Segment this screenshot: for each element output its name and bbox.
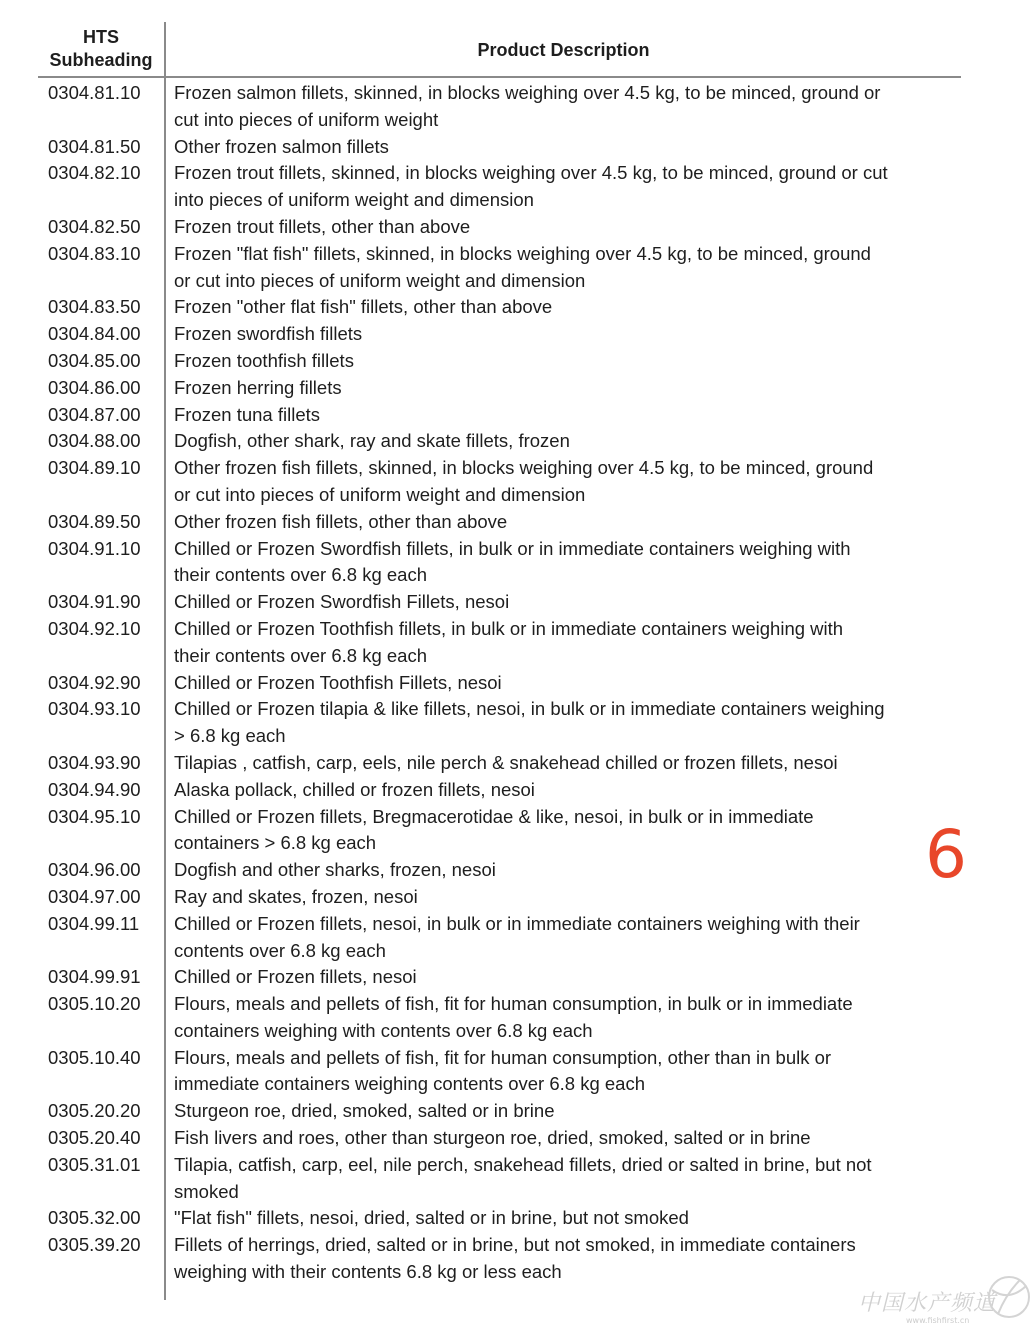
description-line: containers > 6.8 kg each (174, 832, 377, 854)
table-row (38, 991, 961, 1045)
table-row (38, 428, 961, 455)
description-line: their contents over 6.8 kg each (174, 644, 427, 666)
table-row (38, 670, 961, 697)
description-line: Ray and skates, frozen, nesoi (174, 885, 418, 907)
description-line: cut into pieces of uniform weight (174, 108, 439, 130)
description-line: Other frozen fish fillets, skinned, in blocks weighing over 4.5 kg, to be minced, ground (174, 457, 874, 479)
table-row (38, 1045, 961, 1099)
table-row (38, 214, 961, 241)
description-line: Frozen trout fillets, other than above (174, 215, 471, 237)
table-row (38, 1205, 961, 1232)
hts-code: 0304.85.00 (48, 349, 141, 371)
watermark-text: 中国水产频道 (858, 1291, 997, 1316)
product-description (164, 428, 954, 455)
table-row (38, 241, 961, 295)
description-line: contents over 6.8 kg each (174, 939, 386, 961)
description-line: Frozen herring fillets (174, 376, 342, 398)
hts-code: 0304.93.90 (48, 751, 141, 773)
product-description (164, 1152, 954, 1206)
product-description (164, 589, 954, 616)
hts-code: 0304.99.91 (48, 966, 141, 988)
product-description (164, 777, 954, 804)
product-description (164, 1125, 954, 1152)
hts-code: 0304.91.90 (48, 591, 141, 613)
description-line: immediate containers weighing contents over 6.8 kg each (174, 1073, 645, 1095)
table-row (38, 750, 961, 777)
table-header (38, 22, 961, 78)
table-row (38, 160, 961, 214)
description-line: Frozen swordfish fillets (174, 323, 363, 345)
column-divider (164, 22, 166, 1300)
description-line: Frozen "flat fish" fillets, skinned, in blocks weighing over 4.5 kg, to be minced, ground (174, 242, 871, 264)
table-row (38, 536, 961, 590)
description-line: Chilled or Frozen tilapia & like fillets, nesoi, in bulk or in immediate containers weighing (174, 698, 885, 720)
product-description (164, 964, 954, 991)
table-row (38, 375, 961, 402)
hts-code: 0305.20.20 (48, 1100, 141, 1122)
description-line: Chilled or Frozen fillets, nesoi (174, 966, 417, 988)
product-description (164, 991, 954, 1045)
description-line: Chilled or Frozen Swordfish fillets, in bulk or in immediate containers weighing with (174, 537, 851, 559)
description-line: or cut into pieces of uniform weight and dimension (174, 269, 586, 291)
hts-code: 0305.31.01 (48, 1153, 141, 1175)
table-row (38, 884, 961, 911)
product-description (164, 857, 954, 884)
page-number: 6 (925, 816, 967, 893)
product-description (164, 884, 954, 911)
watermark-logo (858, 1284, 1034, 1332)
table-row (38, 1232, 961, 1286)
description-line: containers weighing with contents over 6.8 kg each (174, 1019, 593, 1041)
table-row (38, 321, 961, 348)
hts-code: 0305.39.20 (48, 1234, 141, 1256)
description-line: Frozen tuna fillets (174, 403, 321, 425)
table-row (38, 804, 961, 858)
hts-code: 0304.99.11 (48, 912, 140, 934)
description-line: Chilled or Frozen fillets, Bregmacerotidae & like, nesoi, in bulk or in immediate (174, 805, 814, 827)
globe-icon (984, 1272, 1034, 1322)
hts-code: 0304.89.50 (48, 510, 141, 532)
description-line: Fish livers and roes, other than sturgeon roe, dried, smoked, salted or in brine (174, 1127, 811, 1149)
hts-code: 0305.10.20 (48, 993, 141, 1015)
product-description (164, 455, 954, 509)
description-line: or cut into pieces of uniform weight and dimension (174, 483, 586, 505)
product-description (164, 321, 954, 348)
hts-code: 0304.82.10 (48, 162, 141, 184)
description-line: Chilled or Frozen fillets, nesoi, in bulk or in immediate containers weighing with their (174, 912, 860, 934)
description-line: "Flat fish" fillets, nesoi, dried, salted or in brine, but not smoked (174, 1207, 689, 1229)
product-description (164, 160, 954, 214)
table-row (38, 80, 961, 134)
description-line: Other frozen fish fillets, other than above (174, 510, 508, 532)
hts-code: 0305.32.00 (48, 1207, 141, 1229)
description-line: Flours, meals and pellets of fish, fit for human consumption, in bulk or in immediate (174, 993, 853, 1015)
hts-code: 0304.81.10 (48, 82, 141, 103)
hts-code: 0304.92.10 (48, 617, 141, 639)
product-description (164, 1098, 954, 1125)
table-row (38, 857, 961, 884)
product-description (164, 1045, 954, 1099)
watermark-url: www.fishfirst.cn (906, 1316, 970, 1325)
table-row (38, 1125, 961, 1152)
hts-code: 0304.92.90 (48, 671, 141, 693)
description-line: Chilled or Frozen Toothfish Fillets, nesoi (174, 671, 502, 693)
hts-code: 0304.84.00 (48, 323, 141, 345)
description-line: their contents over 6.8 kg each (174, 564, 427, 586)
product-description (164, 696, 954, 750)
product-description (164, 402, 954, 429)
description-line: smoked (174, 1180, 239, 1202)
product-description (164, 750, 954, 777)
table-row (38, 777, 961, 804)
description-line: Fillets of herrings, dried, salted or in brine, but not smoked, in immediate containers (174, 1234, 856, 1256)
hts-code: 0304.91.10 (48, 537, 141, 559)
hts-code: 0304.83.50 (48, 296, 141, 318)
product-description (164, 134, 954, 161)
description-line: Frozen trout fillets, skinned, in blocks weighing over 4.5 kg, to be minced, ground or cut (174, 162, 888, 184)
hts-code: 0305.10.40 (48, 1046, 141, 1068)
table-row (38, 402, 961, 429)
hts-code: 0304.97.00 (48, 885, 141, 907)
product-description (164, 241, 954, 295)
table-row (38, 134, 961, 161)
hts-code: 0304.96.00 (48, 859, 141, 881)
description-line: Sturgeon roe, dried, smoked, salted or in brine (174, 1100, 555, 1122)
description-line: Dogfish, other shark, ray and skate fillets, frozen (174, 430, 570, 452)
table-row (38, 509, 961, 536)
description-line: Frozen toothfish fillets (174, 349, 354, 371)
table-row (38, 911, 961, 965)
table-row (38, 696, 961, 750)
description-line: Frozen salmon fillets, skinned, in blocks weighing over 4.5 kg, to be minced, ground or (174, 82, 881, 103)
table-row (38, 616, 961, 670)
product-description (164, 911, 954, 965)
description-line: Frozen "other flat fish" fillets, other than above (174, 296, 553, 318)
description-line: Tilapias , catfish, carp, eels, nile perch & snakehead chilled or frozen fillets, nesoi (174, 751, 838, 773)
table-row (38, 455, 961, 509)
hts-code: 0305.20.40 (48, 1127, 141, 1149)
description-line: weighing with their contents 6.8 kg or less each (174, 1261, 562, 1283)
header-hts-subheading (38, 26, 164, 72)
product-description (164, 804, 954, 858)
description-line: Chilled or Frozen Toothfish fillets, in bulk or in immediate containers weighing with (174, 617, 844, 639)
hts-code: 0304.94.90 (48, 778, 141, 800)
hts-code: 0304.87.00 (48, 403, 141, 425)
product-description (164, 375, 954, 402)
description-line: > 6.8 kg each (174, 725, 286, 747)
description-line: Alaska pollack, chilled or frozen fillets, nesoi (174, 778, 535, 800)
product-description (164, 294, 954, 321)
table-row (38, 348, 961, 375)
header-product-description: Product Description (477, 40, 650, 60)
product-description (164, 509, 954, 536)
hts-code: 0304.95.10 (48, 805, 141, 827)
product-description (164, 348, 954, 375)
description-line: Tilapia, catfish, carp, eel, nile perch, snakehead fillets, dried or salted in brine, but not (174, 1153, 872, 1175)
hts-code: 0304.82.50 (48, 215, 141, 237)
header-code-line1: HTS (83, 27, 119, 47)
product-description (164, 1232, 954, 1286)
header-code-line2: Subheading (49, 50, 153, 70)
description-line: Chilled or Frozen Swordfish Fillets, nesoi (174, 591, 510, 613)
product-description (164, 670, 954, 697)
product-description (164, 536, 954, 590)
table-row (38, 294, 961, 321)
hts-code: 0304.86.00 (48, 376, 141, 398)
hts-table (38, 22, 961, 1286)
product-description (164, 80, 954, 134)
hts-code: 0304.88.00 (48, 430, 141, 452)
table-row (38, 589, 961, 616)
product-description (164, 214, 954, 241)
hts-code: 0304.93.10 (48, 698, 141, 720)
table-row (38, 1098, 961, 1125)
product-description (164, 616, 954, 670)
hts-code: 0304.83.10 (48, 242, 141, 264)
description-line: Flours, meals and pellets of fish, fit for human consumption, other than in bulk or (174, 1046, 832, 1068)
product-description (164, 1205, 954, 1232)
description-line: Dogfish and other sharks, frozen, nesoi (174, 859, 496, 881)
hts-code: 0304.89.10 (48, 457, 141, 479)
table-body (38, 78, 961, 1286)
description-line: Other frozen salmon fillets (174, 135, 389, 157)
description-line: into pieces of uniform weight and dimension (174, 189, 534, 211)
table-row (38, 964, 961, 991)
table-row (38, 1152, 961, 1206)
hts-code: 0304.81.50 (48, 135, 141, 157)
